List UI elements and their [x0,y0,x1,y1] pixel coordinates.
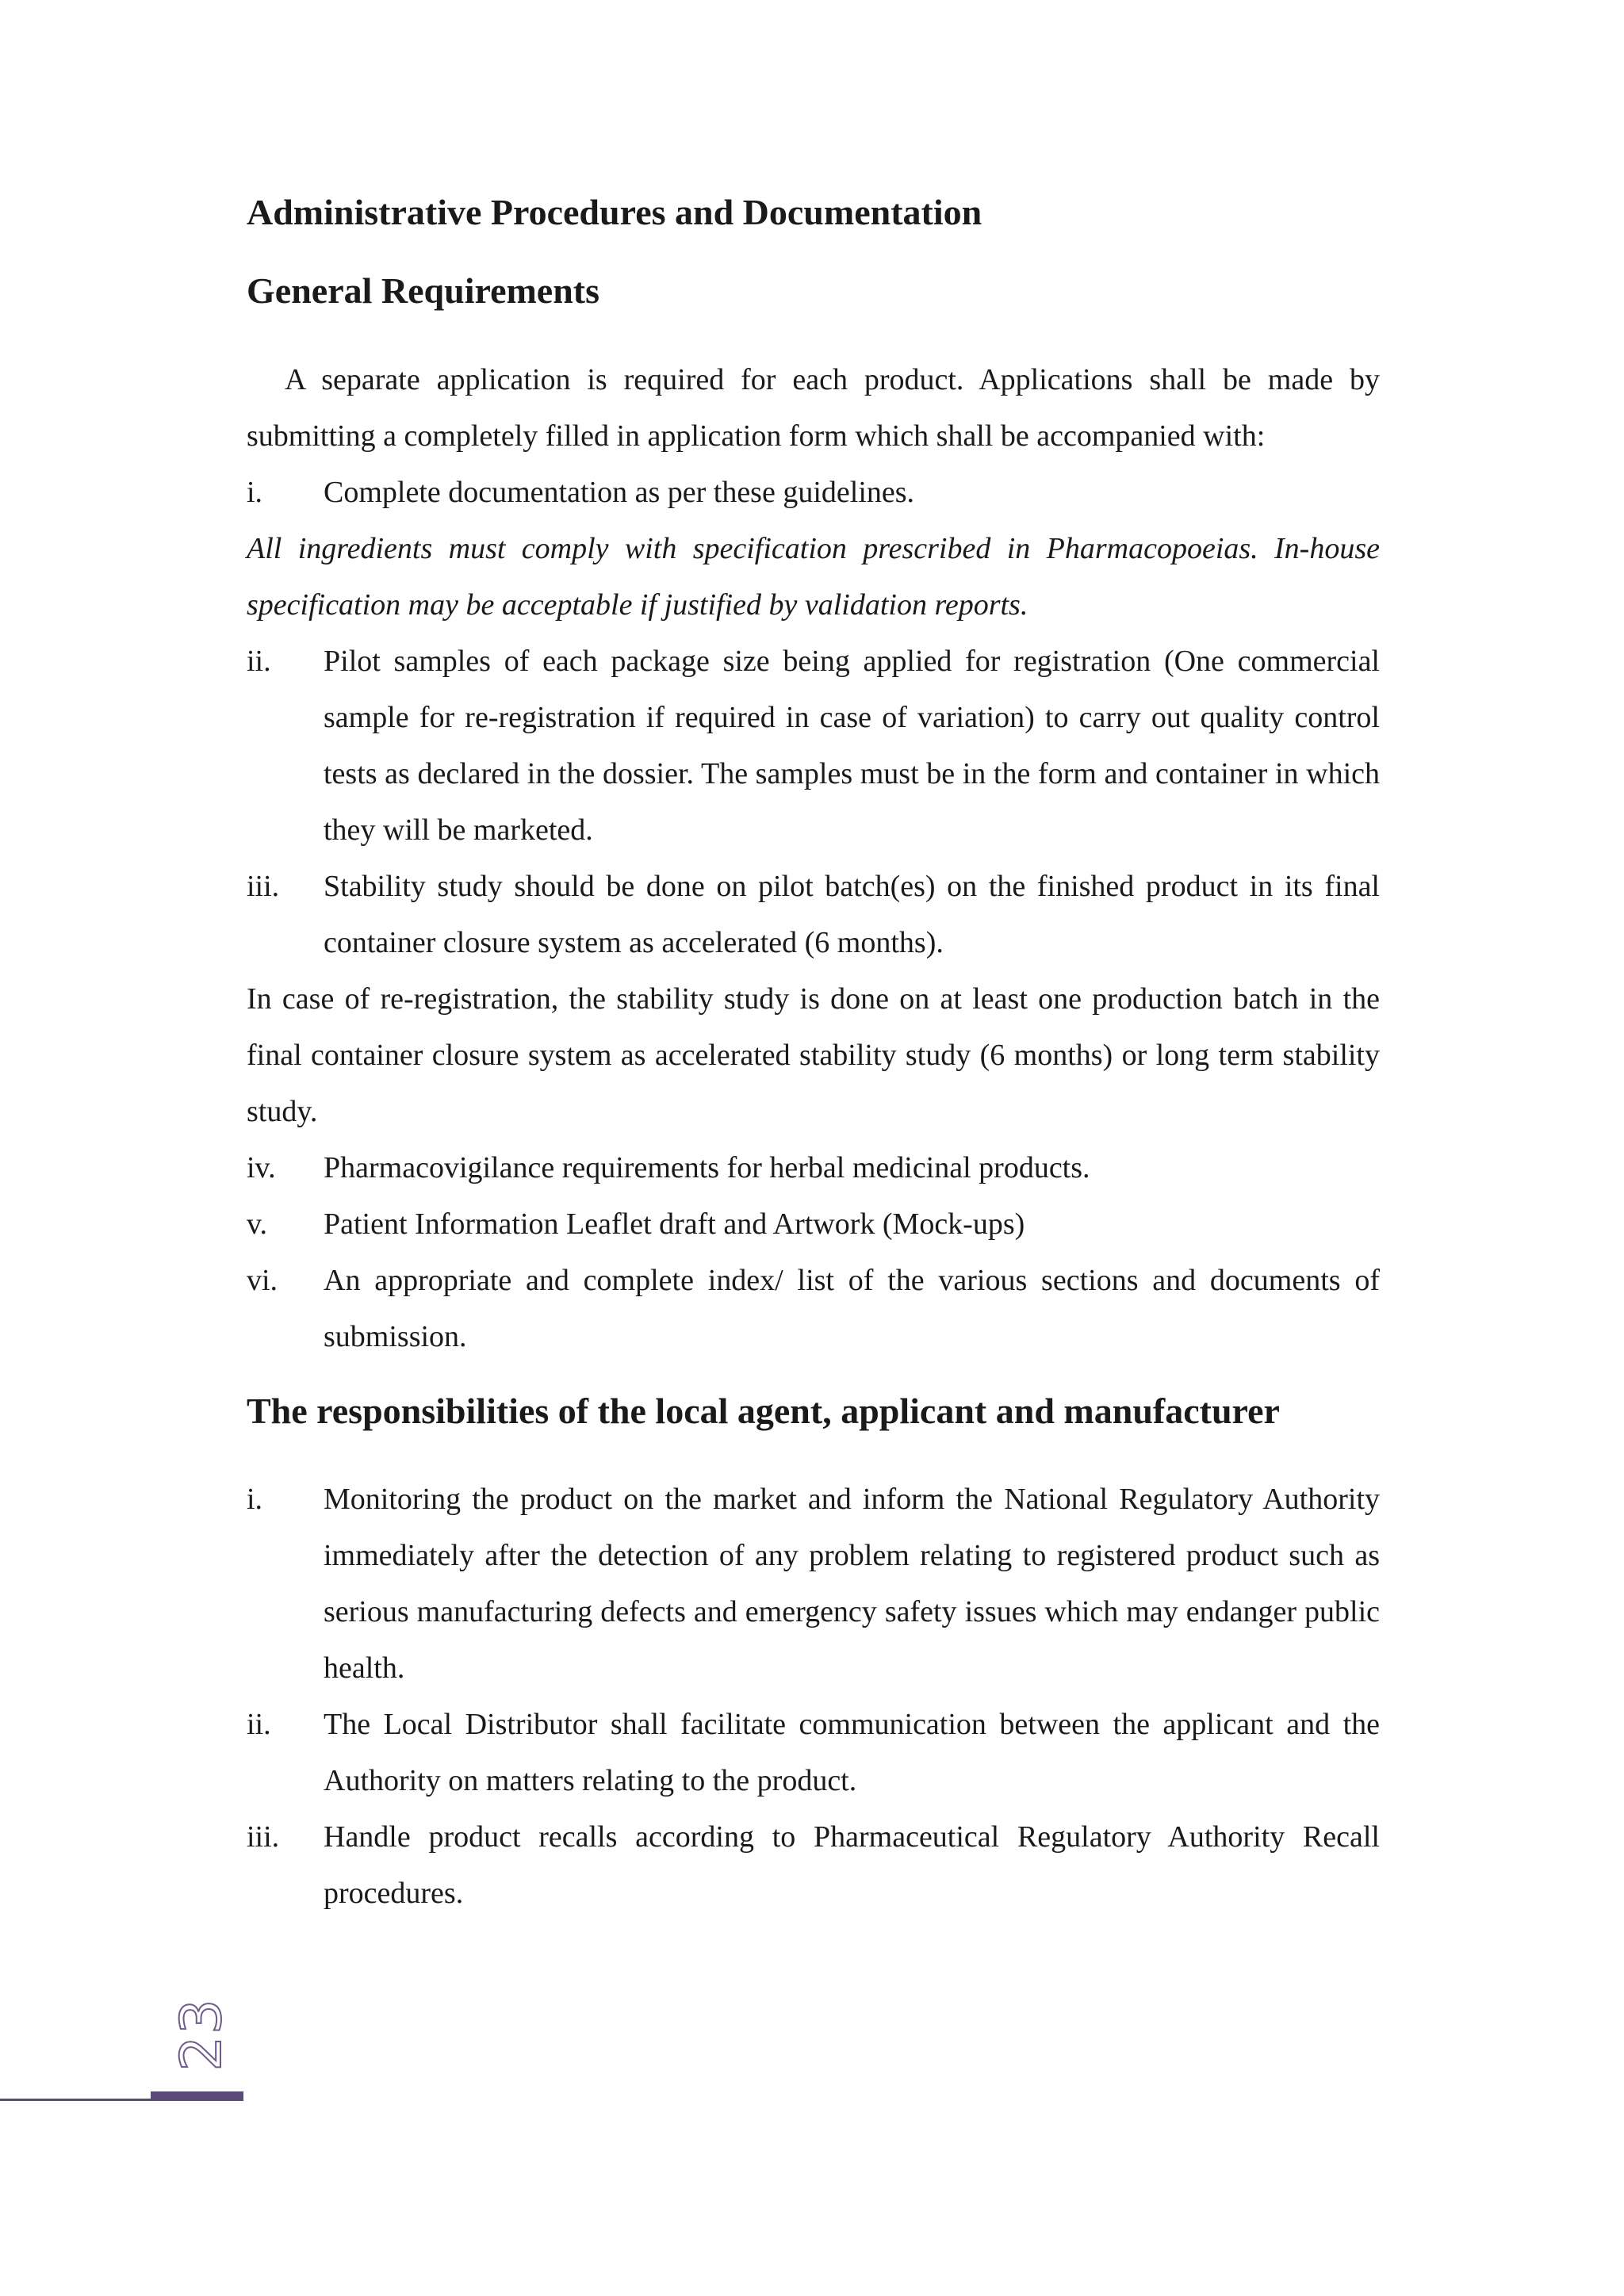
list-item-text: The Local Distributor shall facilitate communication between the applicant and the Authority on matters relating to the product. [324,1707,1380,1797]
footer-rule [0,2099,151,2101]
list-item [247,1253,1380,1365]
page-number: 23 [169,1997,234,2072]
list-item-number: vi. [247,1264,278,1298]
reregistration-note: In case of re-registration, the stability study is done on at least one production batch in the final container closure system as accelerated stability study (6 months) or long term stability study. [247,982,1380,1129]
list-item [247,859,1380,971]
section-heading-responsibilities: The responsibilities of the local agent, applicant and manufacturer [247,1391,1280,1432]
list-item-number: i. [247,1482,263,1516]
list-item [247,1140,1380,1196]
list-item [247,465,1380,521]
list-item-number: iii. [247,1820,280,1854]
list-item-text: Handle product recalls according to Pharmaceutical Regulatory Authority Recall procedures. [324,1820,1380,1910]
list-item-text: Complete documentation as per these guidelines. [324,476,915,510]
italic-note: All ingredients must comply with specification prescribed in Pharmacopoeias. In-house specification may be acceptable if justified by validation reports. [247,532,1380,622]
list-item-number: v. [247,1207,268,1242]
list-item-text: Pharmacovigilance requirements for herbal medicinal products. [324,1151,1090,1185]
list-item [247,1196,1380,1253]
list-item [247,1697,1380,1809]
list-item-number: iv. [247,1151,276,1185]
list-item-text: Monitoring the product on the market and inform the National Regulatory Authority immediately after the detection of any problem relating to registered product such as serious manufacturing defects and emergency safety issues which may endanger public health. [324,1482,1380,1685]
list-item-text: Patient Information Leaflet draft and Artwork (Mock-ups) [324,1207,1025,1242]
document-title: Administrative Procedures and Documentation [247,192,982,232]
list-item-number: ii. [247,1707,271,1741]
list-item-text: Pilot samples of each package size being applied for registration (One commercial sample for re-registration if required in case of variation) to carry out quality control tests as declared in the dossier. The samples must be in the form and container in which they will be marketed. [324,645,1380,848]
list-item-text: An appropriate and complete index/ list of the various sections and documents of submission. [324,1264,1380,1354]
list-item-number: ii. [247,645,271,679]
intro-paragraph: A separate application is required for each product. Applications shall be made by submitting a completely filled in application form which shall be accompanied with: [247,363,1380,453]
list-item [247,633,1380,859]
footer-accent-bar [151,2091,243,2101]
list-item-text: Stability study should be done on pilot batch(es) on the finished product in its final container closure system as accelerated (6 months). [324,870,1380,960]
document-page [247,190,1380,1922]
list-item [247,1809,1380,1922]
list-item-number: i. [247,476,263,510]
list-item [247,1471,1380,1697]
section-heading-general-requirements: General Requirements [247,270,600,312]
list-item-number: iii. [247,870,280,904]
